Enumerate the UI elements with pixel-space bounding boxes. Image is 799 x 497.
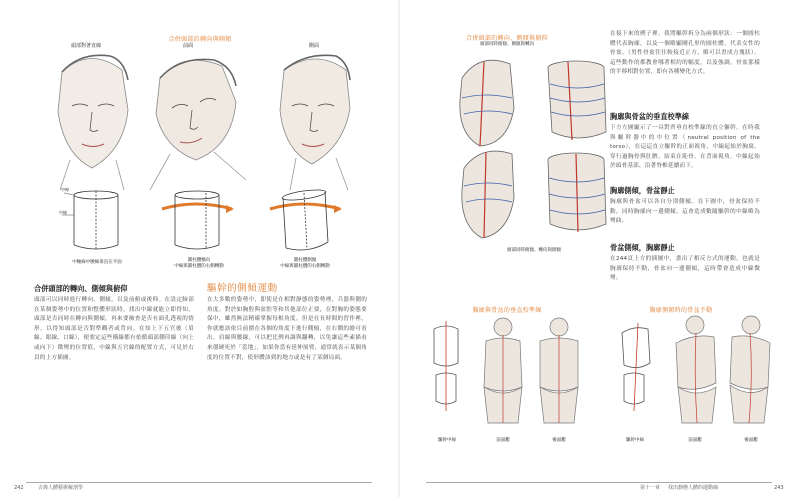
left-footer-rule [26, 482, 372, 483]
cylinder-caption-2: 圓柱體軸向 中線與圓柱體的右側轉動 [174, 258, 224, 269]
head-box-lower [462, 151, 514, 238]
head-sketch-front [58, 55, 128, 190]
torso-caption-5: 前面觀 [688, 438, 702, 443]
right-page-number: 243 [774, 485, 784, 491]
head-box-upper [460, 60, 514, 146]
heading-alignment: 胸廓與骨盆的垂直校準線 [610, 112, 690, 121]
face-caption-3: 側面 [308, 43, 319, 49]
cylinder-label-mid: 中線 [59, 210, 67, 215]
torso-cylinder-lower [548, 153, 606, 232]
right-chapter-label: 第十一章 [640, 485, 661, 491]
right-figure-title: 合併頭部的轉向、側傾與俯仰 [466, 35, 548, 42]
intro-text: 在接下來的例子裡，我將驅幹拆分為兩個形狀：一個圓柱體代表胸廓，以及一個略顯剛孔形的圓柱體，代表女性的骨盆。（男性骨盆往往較接近正方，略可以書成方塊狀）。這些動作的都教會哪著相約的幅度，以及強調，骨盆那樣的平移相對位置，即有各種變化方式。 [610, 31, 760, 76]
section2-text: 在大多數的姿勢中，即使是在相對靜態的姿勢裡，兵器與側的角度。對於如胸腔與盆腔等和其他部位正要，在對胸的姿態要保中，雖然無法精確掌握每根角度，但是在長時間的習作裡，你就應該依目前圍在各個的角度下進行側傾，在右側的繪可看出，肩線與腰線，可以把比例再調與翻轉，以免讓這些素描看來僵硬死於「當地」，如果你當有延伸展臂，通常就表示某個角度的位置不對，使形體該到的地方或是有了某個局面。 [207, 297, 367, 361]
head-sketch-tilted [150, 59, 246, 190]
face-caption-1: 頭部對著直線 [70, 43, 101, 49]
cylinder-neutral [62, 191, 118, 249]
torso-figures [400, 315, 799, 435]
head-sketch-side [280, 55, 350, 190]
torso-figure-tilted-back [730, 316, 770, 423]
cylinder-rotated [162, 191, 234, 249]
torso-caption-2: 前面觀 [496, 438, 510, 443]
right-page [400, 0, 799, 497]
torso-caption-4: 驅幹中線 [626, 438, 644, 443]
right-figure-subtitle: 頭部同時俯傾、側傾與轉向 [480, 42, 534, 47]
head-sketches [0, 50, 398, 190]
torso-figure-title-2: 胸廓側傾時的骨盆不動 [649, 307, 713, 314]
heading-pelvis-tilt: 骨盆側傾，胸廓靜止 [610, 243, 675, 252]
right-footer-rule [426, 482, 772, 483]
torso-figure-tilted-front [676, 316, 716, 423]
torso-caption-3: 後面觀 [552, 438, 566, 443]
cylinder-caption-3: 圓柱體側傾 中線與圓柱體的右側轉動 [280, 258, 330, 269]
left-page [0, 0, 398, 497]
text-ribcage-tilt: 胸廓與骨盆可以各自分別側傾。在下圖中，骨盆保持不動，同時胸廓向一邊側傾，這會造成數隨驅幹的中線略為彎曲。 [610, 199, 760, 225]
torso-figure-back [540, 318, 578, 423]
right-chapter-title: 找出靜態人體的運動線 [668, 485, 719, 491]
torso-caption-1: 驅幹中線 [438, 438, 456, 443]
torso-caption-6: 後面觀 [744, 438, 758, 443]
cylinder-caption-1: 中軸線中腰線垂直在平面 [72, 260, 122, 265]
cylinder-diagrams [0, 185, 398, 265]
cylinder-tilted [270, 188, 342, 250]
torso-figure-title-1: 胸廓與骨盆的垂直校準線 [472, 307, 542, 314]
text-pelvis-tilt: 在244頁上方的插圖中，畫出了相反方式的運動，也就是胸廓保持不動，骨盆向一邊側傾，這時帶會造成中線微彎。 [610, 256, 760, 282]
right-figure-caption: 頭部同時俯傾、轉向與側傾 [507, 248, 561, 253]
torso-diagram-neutral [434, 321, 458, 411]
torso-diagram-tilted [622, 323, 650, 411]
cylinder-label-top: 中線 [61, 187, 69, 192]
section2-heading: 驅幹的側傾運動 [207, 283, 278, 294]
left-book-title: 古典人體藝術解剖學 [38, 485, 84, 491]
left-figure-title: 合併頭部的轉向與側傾 [168, 36, 232, 43]
face-caption-2: 前面 [182, 43, 193, 49]
left-page-number: 242 [14, 485, 24, 491]
section1-heading: 合併頭部的轉向、側傾與俯仰 [34, 284, 128, 293]
torso-cylinder-upper [548, 61, 606, 140]
heading-ribcage-tilt: 胸廓側傾，骨盆靜止 [610, 186, 675, 195]
torso-figure-front [484, 318, 522, 423]
section1-text: 頭部可以同時進行轉向、側傾，以及前俯或後仰。在設定臉部在某個姿勢中的位置和整體形狀時，找出中線就能立即得知，頭部是否同時在轉向與側傾。再來要檢查是否有面孔透視的情形，以得知頭部是否對準觀者或背向。在知上下五官後（眉線、眼線、口線），便要定這些橫線都有依循頭部側印線（向上或向下）微彎的位置值，中線與五官線的配置方式，可見於右頁的上方插圖。 [34, 297, 194, 361]
text-alignment: 下方左圖顯示了一具對齊垂直校準線的直立軀幹。在時我與驅幹器中的中位置（neutral position of the torso），在這這直立驅幹的正面視角，中線起始於胸窩，穿行過胸骨與肚臍，結束在恥骨。在背面視角，中線起始於頭骨基部，沿著脊椎延續而下。 [610, 125, 760, 170]
